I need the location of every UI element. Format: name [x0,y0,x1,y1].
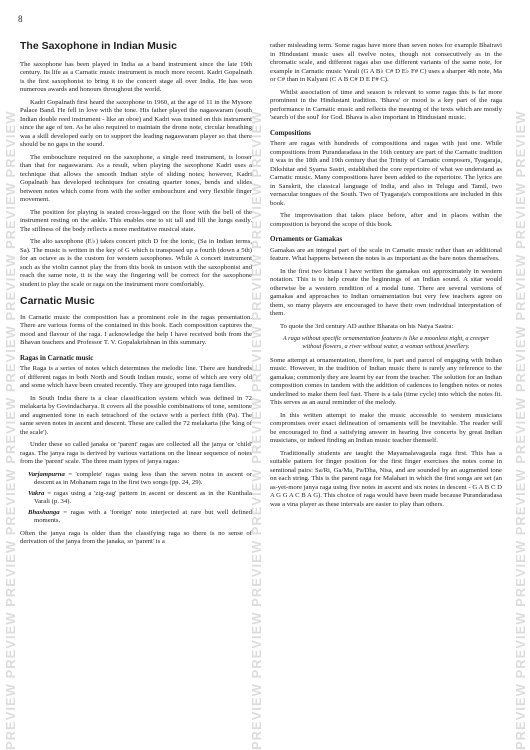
paragraph: The alto saxophone (E♭) takes concert pitch D for the tonic, (Sa in Indian terms, Sa). The music is written in the key of G which is transposed up a fourth (down a 5th) for an octave as is the custom for western saxophones. While A concert instrument such as the violin cannot play the from this book in unison with the saxophonist and reach the same note, it is the way the fingering will be correct for the saxophone student to play the scale or raga on the instrument more comfortably. [20,238,252,288]
paragraph: Gamakas are an integral part of the scale in Carnatic music rather than an additional feature. What happens between the notes is as important as the bare notes themselves. [270,246,502,262]
list-text: = ragas with a 'foreign' note interjected at rare but well defined moments. [34,508,252,524]
paragraph: Under these so called janaka or 'parent' ragas are collected all the janya or 'child' ragas. The janya raga is derived by various variations on the linear sequence of notes from the 'parent' scale. The three main types of janya ragas: [20,441,252,465]
list-text: = ragas using a 'zig-zag' pattern in ascent or descent as in the Kunthala Varali (p. 34). [34,489,252,505]
paragraph: Often the janya raga is older than the classifying raga so there is no sense of derivation of the janya from the janaka, so 'parent' is a [20,529,252,545]
left-column [20,42,252,551]
paragraph: In this written attempt to make the music accessible to western musicians compromises over exact delineation of ornaments will be inevitable. The reader will be encouraged to find a satisfying answer in hearing live concerts by great Indian musicians, or indeed finding an Indian music teacher themself. [270,411,502,445]
janya-types-list [28,471,252,526]
list-item [28,471,252,488]
paragraph: There are ragas with hundreds of compositions and ragas with just one. While compositions from Purandaradasa in the 16th century are part of the Carnatic tradition it was in the 18th and 19th century that the Trinity of Carnatic composers, Tyagaraja, Dikshitar and Syama Sastri, established the core repertoire of what we understand as Carnatic music. Many compositions have been added to the repertoire. The lyrics are in Sanskrit, the classical language of India, and also in Telugu and Tamil, two vernacular tongues of the South. Two of Tyagaraja's compositions are included in this book. [270,140,502,207]
list-item [28,509,252,526]
paragraph: Some attempt at ornamentation, therefore, is part and parcel of engaging with Indian music. However, in the tradition of Indian music there is rarely any reference to the gamakas; commonly they are learnt by ear from the teacher. The solution for an Indian composition comes in tandem with the addition of cadences to lengthen notes or notes underlined to make them feel fast. There is a tala (time cycle) into which the notes fit. This serves as an aural reminder of the melody. [270,356,502,407]
subheading-ornaments: Ornaments or Gamakas [270,235,343,243]
paragraph: The improvisation that takes place before, after and in places within the composition is beyond the scope of this book. [270,212,502,228]
list-text: = 'complete' ragas using less than the seven notes in ascent or descent as in Mohanam raga in the first two songs (pp. 24, 29). [34,470,252,486]
preview-watermark: PREVIEW PREVIEW PREVIEW PREVIEW PREVIEW PREVIEW PREVIEW PREVIEW PREVIEW [3,110,18,750]
paragraph: The Raga is a series of notes which determines the melodic line. There are hundreds of different ragas in both North and South Indian music, some of which are very old and some which have been created recently. They are grouped into raga families. [20,365,252,389]
preview-watermark: PREVIEW PREVIEW PREVIEW PREVIEW PREVIEW PREVIEW PREVIEW PREVIEW PREVIEW [249,110,264,750]
paragraph: rather misleading term. Some ragas have more than seven notes for example Bhairavi in Hindustani music uses all twelve notes, though not consecutively as in the chromatic scale, and different ragas also use different variants of the same note, for example in Carnatic music Varali (G A B♭ C# D E♭ F# C) uses a sharper 4th note, Ma or C# than in Kalyani (C A B C# D E F# C). [270,42,502,83]
right-column [270,42,502,513]
paragraph: Traditionally students are taught the Mayamalavagaula raga first. This has a suitable pattern for finger position for the first finger exercises the notes come in semitonal pairs: Sa/Ri, Ga/Ma, Pa/Dha, Nisa, and are sounded by an augmented tone on each string. This is the parent raga for Malahari in which the first songs are set (an as-yet-more janya raga using five notes in ascent and six notes in descent - G A B C D A G G A C B A G). This choice of raga would have been made because Purandaradasa was a vina player as these intervals are easier to play than others. [270,449,502,508]
paragraph: The embouchure required on the saxophone, a single reed instrument, is looser than that for nagaswaram. As a result, when playing the saxophone Kadri uses a technique that allows the smooth Indian style of sliding notes; however, Kadri Gopalnath has developed techniques for creating quarter tones, bends and slides between notes which come from with the softer embouchure and very flexible finger movement. [20,153,252,203]
paragraph: Kadri Gopalnath first heard the saxophone in 1960, at the age of 11 in the Mysore Palace Band. He fell in love with the tone. His father played the nagaswaram (south Indian double reed instrument - like an oboe) and Kadri was trained on this instrument since the age of ten. As he also required to maintain the drone note, circular breathing was a skill developed early on to support the leading nagaswaram player so that there should be no gaps in the sound. [20,98,252,148]
paragraph: In Carnatic music the composition has a prominent role in the ragas presentation. There are various forms of the contained in this book. Each composition captures the mood and flavour of the raga. I acknowledge the help I have received both from the Bhavan teachers and Professor T. V. Gopalakrishnan in this summary. [20,313,252,346]
paragraph: In South India there is a clear classification system which was defined in 72 melakarta by Govindacharya. It covers all the possible combinations of tone, semitone and augmented tone in each tetrachord of the octave with a perfect fifth (Pa). The same seven notes in ascent and descent. These are called the 72 melakarta (the 'king of the scale'). [20,394,252,436]
subheading-ragas: Ragas in Carnatic music [20,353,94,362]
section-heading-carnatic: Carnatic Music [20,295,95,307]
preview-watermark: PREVIEW PREVIEW PREVIEW PREVIEW PREVIEW PREVIEW PREVIEW PREVIEW PREVIEW [513,110,528,750]
paragraph: The saxophone has been played in India as a band instrument since the late 19th century. Its life as a Carnatic music instrument is much more recent. Kadri Gopalnath is the first saxophonist to bring it to the concert stage all over India. He has won numerous awards and honours throughout the world. [20,60,252,93]
paragraph: Whilst association of time and season is relevant to some ragas this is far more prominent in the Hindustani tradition. 'Bhava' or mood is a key part of the raga performance in Carnatic music and reflects the meaning of the texts which are mostly 'search of the soul' for God. Bhava is also important in Hindustani music. [270,88,502,121]
list-item [28,490,252,507]
paragraph: In the first two kirtana I have written the gamakas out approximately in western notation. This is to help create the beginnings of an Indian sound. A sitar would otherwise be a western rendition of a modal tune. There are several versions of gamakas and approaches to Indian ornamentation but very few teachers agree on them, so many players are encouraged to have their own individual interpretation of them. [270,267,502,317]
paragraph: To quote the 3rd century AD author Bharata on his Natya Sastra: [280,322,454,330]
list-term: Bhashanga [28,508,60,516]
list-term: Varjampurna [28,470,65,478]
article-title: The Saxophone in Indian Music [20,40,177,52]
bharata-quote: A raga without specific ornamentation features is like a moonless night, a creeper without flowers, a river without water, a woman without jewellery. [282,335,490,350]
paragraph: The position for playing is seated cross-legged on the floor with the bell of the instrument resting on the ankle. This enables one to sit tall and fill the lungs easily. The stillness of the body reflects a more meditative musical state. [20,208,252,233]
list-term: Vakra [28,489,45,497]
page-number: 8 [18,14,23,24]
subheading-compositions: Compositions [270,128,311,137]
